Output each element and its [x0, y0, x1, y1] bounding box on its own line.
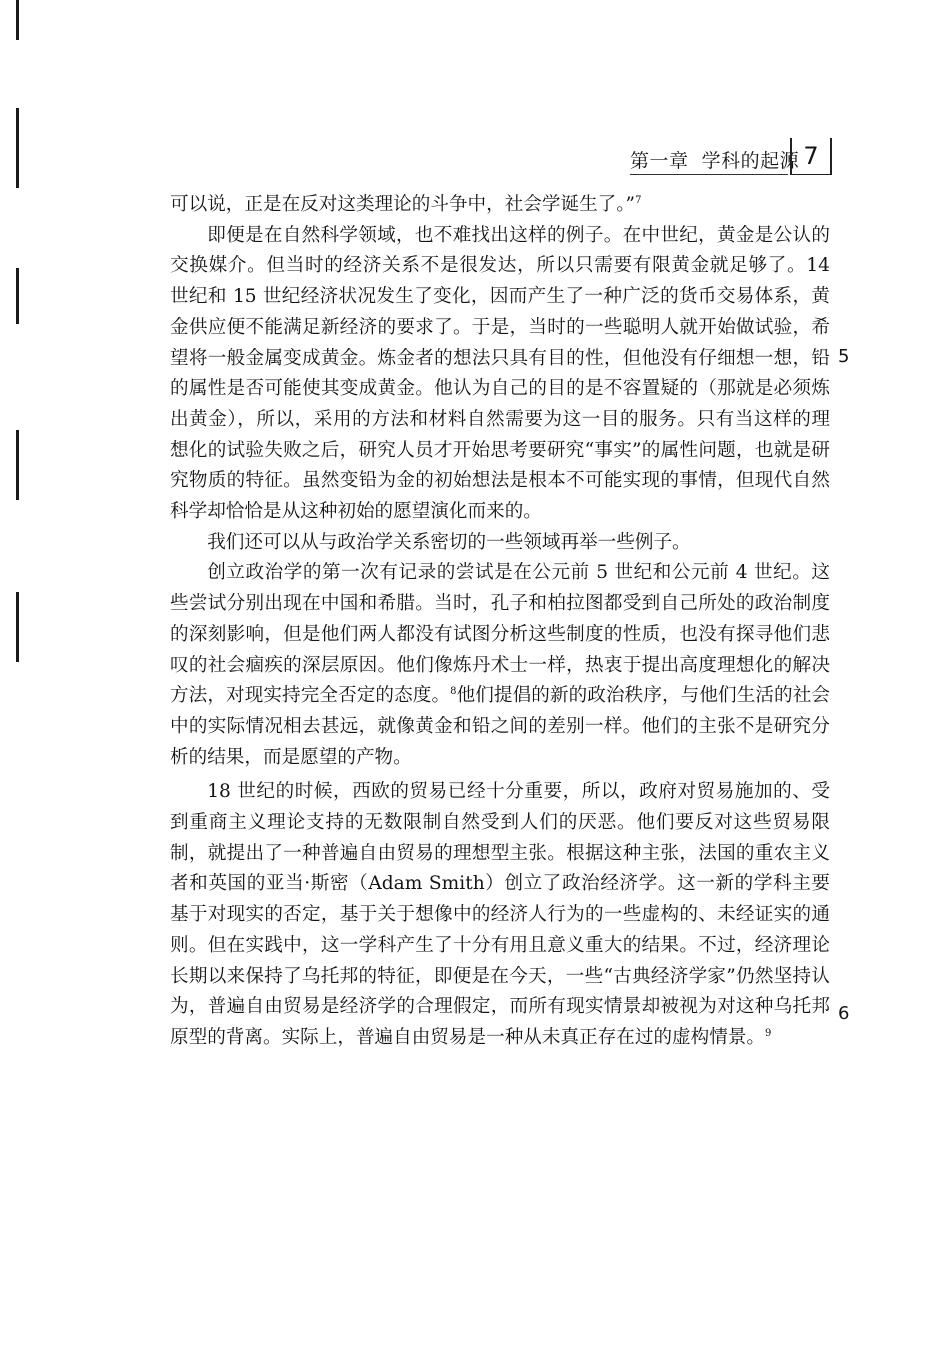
margin-page-ref: 5 — [838, 346, 850, 367]
paragraph: 18 世纪的时候，西欧的贸易已经十分重要，所以，政府对贸易施加的、受到重商主义理论支持的无数限制自然受到人们的厌恶。他们要反对这些贸易限制，就提出了一种普遍自由贸易的理想型主张。根据这种主张，法国的重农主义者和英国的亚当·斯密（Adam Smith）创立了政治经济学。这一新的学科主要基于对现实的否定，基于关于想像中的经济人行为的一些虚构的、未经证实的通则。但在实践中，这一学科产生了十分有用且意义重大的结果。不过，经济理论长期以来保持了乌托邦的特征，即便是在今天，一些“古典经济学家”仍然坚持认为，普遍自由贸易是经济学的合理假定，而所有现实情景却被视为对这种乌托邦原型的背离。实际上，普遍自由贸易是一种从未真正存在过的虚构情景。$^9$ — [170, 781, 830, 1048]
margin-page-ref: 6 — [838, 1003, 850, 1024]
header-text — [630, 146, 799, 173]
chapter-title: 学科的起源 — [701, 150, 800, 172]
scan-edge-mark — [16, 0, 19, 40]
body-text — [170, 190, 830, 1054]
scan-edge-mark — [16, 108, 19, 188]
running-header — [630, 138, 840, 180]
paragraph: 创立政治学的第一次有记录的尝试是在公元前 5 世纪和公元前 4 世纪。这些尝试分别出现在中国和希腊。当时，孔子和柏拉图都受到自己所处的政治制度的深刻影响，但是他们两人都没有试图分析这些制度的性质，也没有探寻他们悲叹的社会痼疾的深层原因。他们像炼丹术士一样，热衷于提出高度理想化的解决方法，对现实持完全否定的态度。$^8$他们提倡的新的政治秩序，与他们生活的社会中的实际情况相去甚远，就像黄金和铅之间的差别一样。他们的主张不是研究分析的结果，而是愿望的产物。 — [170, 562, 830, 768]
paragraph: 可以说，正是在反对这类理论的斗争中，社会学诞生了。”$^7$ — [170, 194, 642, 215]
paragraph: 我们还可以从与政治学关系密切的一些领域再举一些例子。 — [207, 531, 691, 553]
footnote-marker: 9 — [765, 1027, 772, 1039]
footnote-marker: 8 — [450, 686, 457, 698]
chapter-label: 第一章 — [630, 150, 689, 172]
footnote-marker: 7 — [635, 195, 642, 206]
paragraph: 即便是在自然科学领域，也不难找出这样的例子。在中世纪，黄金是公认的交换媒介。但当时的经济关系不是很发达，所以只需要有限黄金就足够了。14 世纪和 15 世纪经济状况发生了变化，因而产生了一种广泛的货币交易体系，黄金供应便不能满足新经济的要求了。于是，当时的一些聪明人就开始做试验，希望将一般金属变成黄金。炼金者的想法只具有目的性，但他没有仔细想一想，铅的属性是否可能使其变成黄金。他认为自己的目的是不容置疑的（那就是必须炼出黄金），所以，采用的方法和材料自然需要为这一目的服务。只有当这样的理想化的试验失败之后，研究人员才开始思考要研究“事实”的属性问题，也就是研究物质的特征。虽然变铅为金的初始想法是根本不可能实现的事情，但现代自然科学却恰恰是从这种初始的愿望演化而来的。 — [170, 224, 830, 523]
scan-edge-mark — [16, 430, 19, 500]
scan-edge-mark — [16, 592, 19, 662]
scan-edge-mark — [16, 268, 19, 324]
page-number: 7 — [790, 138, 832, 175]
header-rule — [630, 174, 788, 175]
